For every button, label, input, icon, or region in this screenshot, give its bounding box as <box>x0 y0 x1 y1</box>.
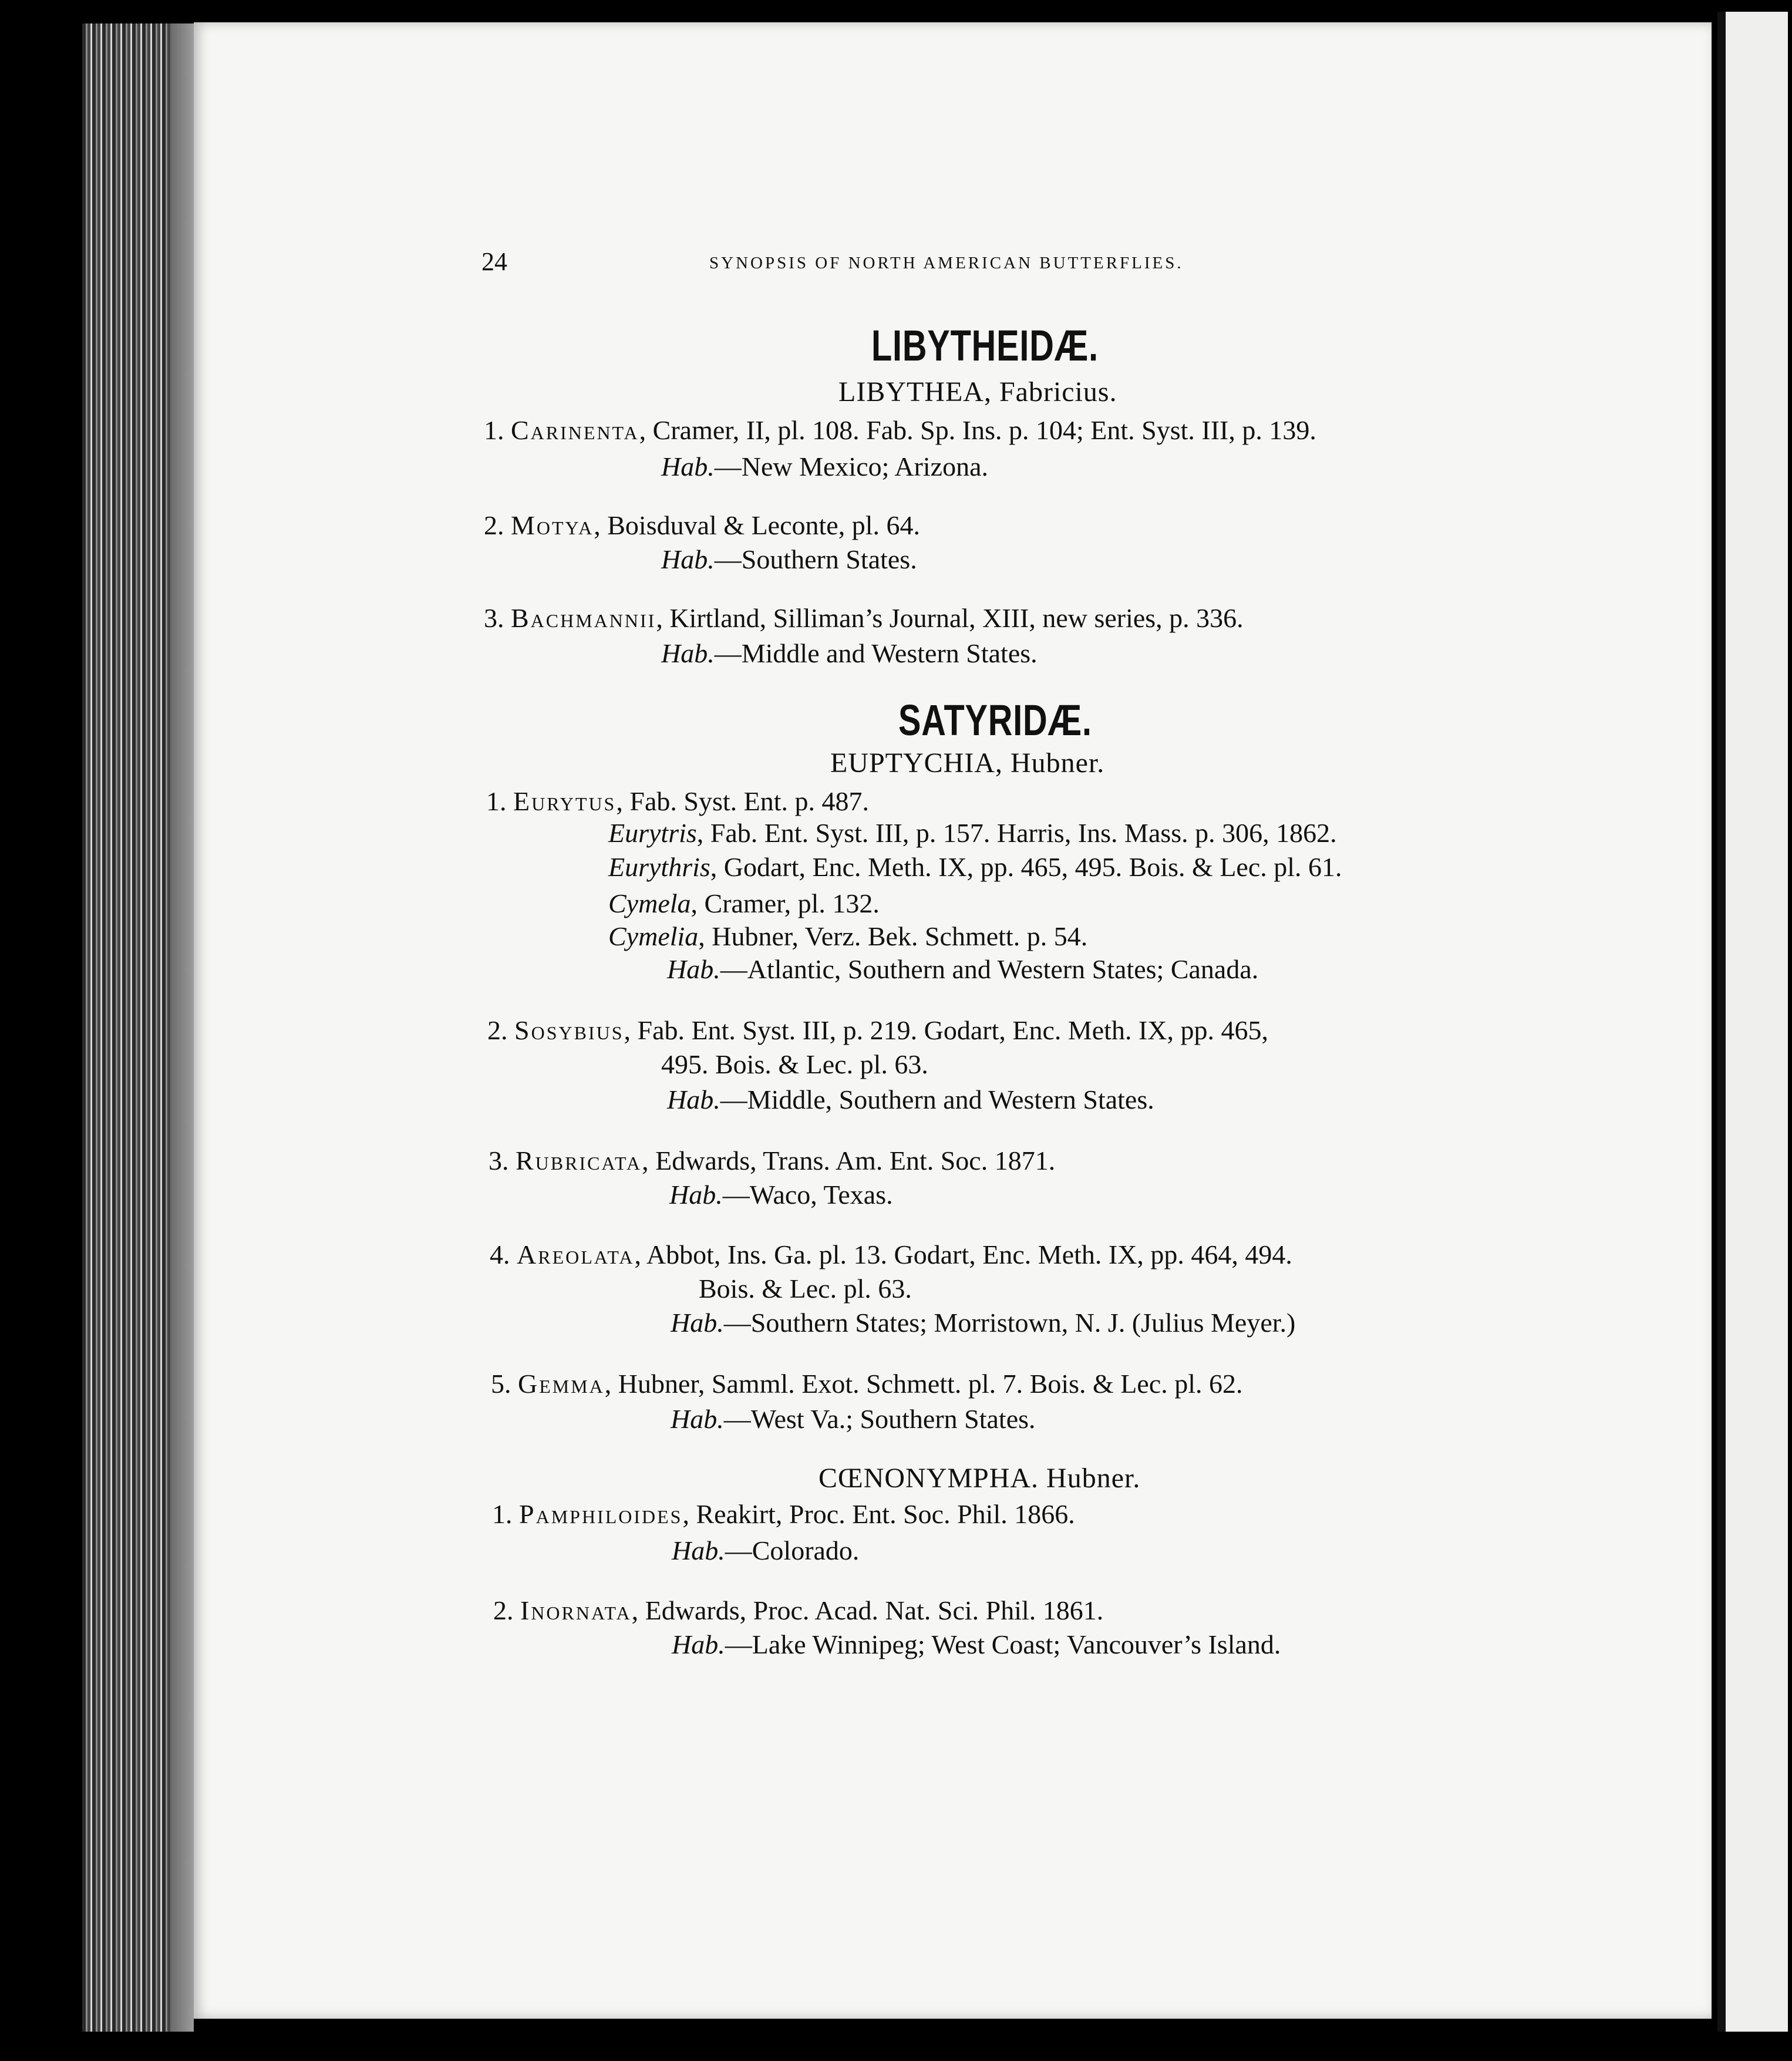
species-reference: , Edwards, Proc. Acad. Nat. Sci. Phil. 1861. <box>631 1595 1104 1625</box>
hab-label: Hab. <box>671 1404 724 1434</box>
entry-number: 1. <box>486 786 507 816</box>
habitat-text: —Southern States. <box>714 544 917 574</box>
habitat-text: —Southern States; Morristown, N. J. (Julius Meyer.) <box>723 1308 1296 1338</box>
hab-label: Hab. <box>669 1180 723 1210</box>
species-entry <box>492 1501 1075 1528</box>
synonym-name: Eurythris <box>608 852 710 882</box>
synonym-reference: , Hubner, Verz. Bek. Schmett. p. 54. <box>698 921 1088 951</box>
species-entry <box>489 1147 1055 1174</box>
species-reference: , Fab. Syst. Ent. p. 487. <box>616 786 870 816</box>
hab-label: Hab. <box>672 1535 725 1565</box>
synonym-name: Cymela <box>608 888 691 918</box>
species-entry <box>491 1370 1243 1397</box>
species-name: Bachmannii <box>511 603 656 633</box>
species-entry <box>484 417 1316 444</box>
habitat-text: —Atlantic, Southern and Western States; Canada. <box>720 954 1259 984</box>
habitat-line <box>661 640 1038 667</box>
species-name: Rubricata <box>516 1146 642 1176</box>
habitat-line <box>667 956 1258 983</box>
habitat-text: —New Mexico; Arizona. <box>714 452 989 481</box>
species-reference: , Boisduval & Leconte, pl. 64. <box>594 510 920 540</box>
family-heading-libytheidae: LIBYTHEIDÆ. <box>871 321 1099 370</box>
synonym-reference: , Cramer, pl. 132. <box>690 888 880 918</box>
habitat-line <box>672 1537 859 1564</box>
entry-number: 1. <box>492 1499 513 1529</box>
reference-continuation: Bois. & Lec. pl. 63. <box>699 1274 912 1304</box>
genus-heading-euptychia: EUPTYCHIA, Hubner. <box>830 747 1105 779</box>
habitat-line <box>672 1631 1281 1658</box>
species-entry <box>484 605 1244 632</box>
species-reference: , Kirtland, Silliman’s Journal, XIII, new series, p. 336. <box>656 603 1244 633</box>
reference-continuation: 495. Bois. & Lec. pl. 63. <box>661 1049 928 1079</box>
habitat-line <box>667 1086 1154 1113</box>
genus-heading-coenonympha: CŒNONYMPHA. Hubner. <box>818 1463 1141 1494</box>
habitat-line <box>661 453 988 480</box>
hab-label: Hab. <box>661 638 715 668</box>
habitat-text: —Lake Winnipeg; West Coast; Vancouver’s Island. <box>725 1629 1281 1659</box>
running-title: SYNOPSIS OF NORTH AMERICAN BUTTERFLIES. <box>709 254 1184 272</box>
species-name: Eurytus <box>513 786 617 816</box>
entry-number: 5. <box>491 1369 511 1399</box>
species-name: Pamphiloides <box>519 1499 683 1529</box>
entry-number: 2. <box>487 1015 508 1045</box>
hab-label: Hab. <box>667 954 720 984</box>
habitat-text: —Colorado. <box>725 1535 860 1565</box>
synonym-name: Cymelia <box>608 921 699 951</box>
page-number: 24 <box>481 247 507 276</box>
species-entry <box>487 1017 1268 1044</box>
synonym-line <box>608 890 880 917</box>
species-reference: , Fab. Ent. Syst. III, p. 219. Godart, Enc. Meth. IX, pp. 465, <box>624 1015 1269 1045</box>
habitat-line <box>671 1309 1295 1336</box>
species-name: Inornata <box>520 1595 632 1625</box>
hab-label: Hab. <box>672 1629 725 1659</box>
species-reference: , Hubner, Samml. Exot. Schmett. pl. 7. Bois. & Lec. pl. 62. <box>604 1369 1243 1399</box>
species-name: Motya <box>511 510 594 540</box>
species-name: Areolata <box>517 1240 635 1269</box>
genus-heading-libythea: LIBYTHEA, Fabricius. <box>838 376 1117 408</box>
synonym-line <box>608 854 1342 881</box>
facing-page-edge <box>1717 12 1788 2032</box>
habitat-line <box>661 546 917 573</box>
hab-label: Hab. <box>661 452 715 481</box>
species-reference: , Abbot, Ins. Ga. pl. 13. Godart, Enc. Meth. IX, pp. 464, 494. <box>634 1240 1292 1269</box>
synonym-reference: , Godart, Enc. Meth. IX, pp. 465, 495. Bois. & Lec. pl. 61. <box>710 852 1342 882</box>
family-heading-satyridae: SATYRIDÆ. <box>898 696 1092 745</box>
synonym-reference: , Fab. Ent. Syst. III, p. 157. Harris, Ins. Mass. p. 306, 1862. <box>696 818 1337 848</box>
entry-number: 4. <box>490 1240 510 1269</box>
entry-number: 3. <box>489 1146 509 1176</box>
habitat-text: —Middle, Southern and Western States. <box>720 1085 1154 1114</box>
scan-bottom-border <box>194 2019 1717 2061</box>
hab-label: Hab. <box>671 1308 724 1338</box>
species-reference: , Reakirt, Proc. Ent. Soc. Phil. 1866. <box>682 1499 1075 1529</box>
hab-label: Hab. <box>661 544 715 574</box>
habitat-line <box>669 1181 893 1208</box>
species-entry <box>486 788 869 815</box>
species-entry <box>493 1597 1103 1624</box>
species-entry <box>490 1241 1292 1268</box>
entry-number: 3. <box>484 603 504 633</box>
habitat-line <box>671 1406 1036 1433</box>
species-entry <box>484 512 920 539</box>
synonym-name: Eurytris <box>608 818 697 848</box>
synonym-line <box>608 820 1337 847</box>
entry-number: 2. <box>484 510 504 540</box>
species-reference: , Cramer, II, pl. 108. Fab. Sp. Ins. p. 104; Ent. Syst. III, p. 139. <box>639 415 1316 445</box>
hab-label: Hab. <box>667 1085 720 1114</box>
synonym-line <box>608 923 1087 950</box>
species-name: Carinenta <box>511 415 639 445</box>
entry-number: 1. <box>484 415 504 445</box>
species-reference: , Edwards, Trans. Am. Ent. Soc. 1871. <box>642 1146 1056 1176</box>
habitat-text: —Middle and Western States. <box>714 638 1038 668</box>
habitat-text: —Waco, Texas. <box>722 1180 893 1210</box>
species-name: Gemma <box>518 1369 605 1399</box>
species-name: Sosybius <box>514 1015 624 1045</box>
entry-number: 2. <box>493 1595 514 1625</box>
habitat-text: —West Va.; Southern States. <box>723 1404 1036 1434</box>
